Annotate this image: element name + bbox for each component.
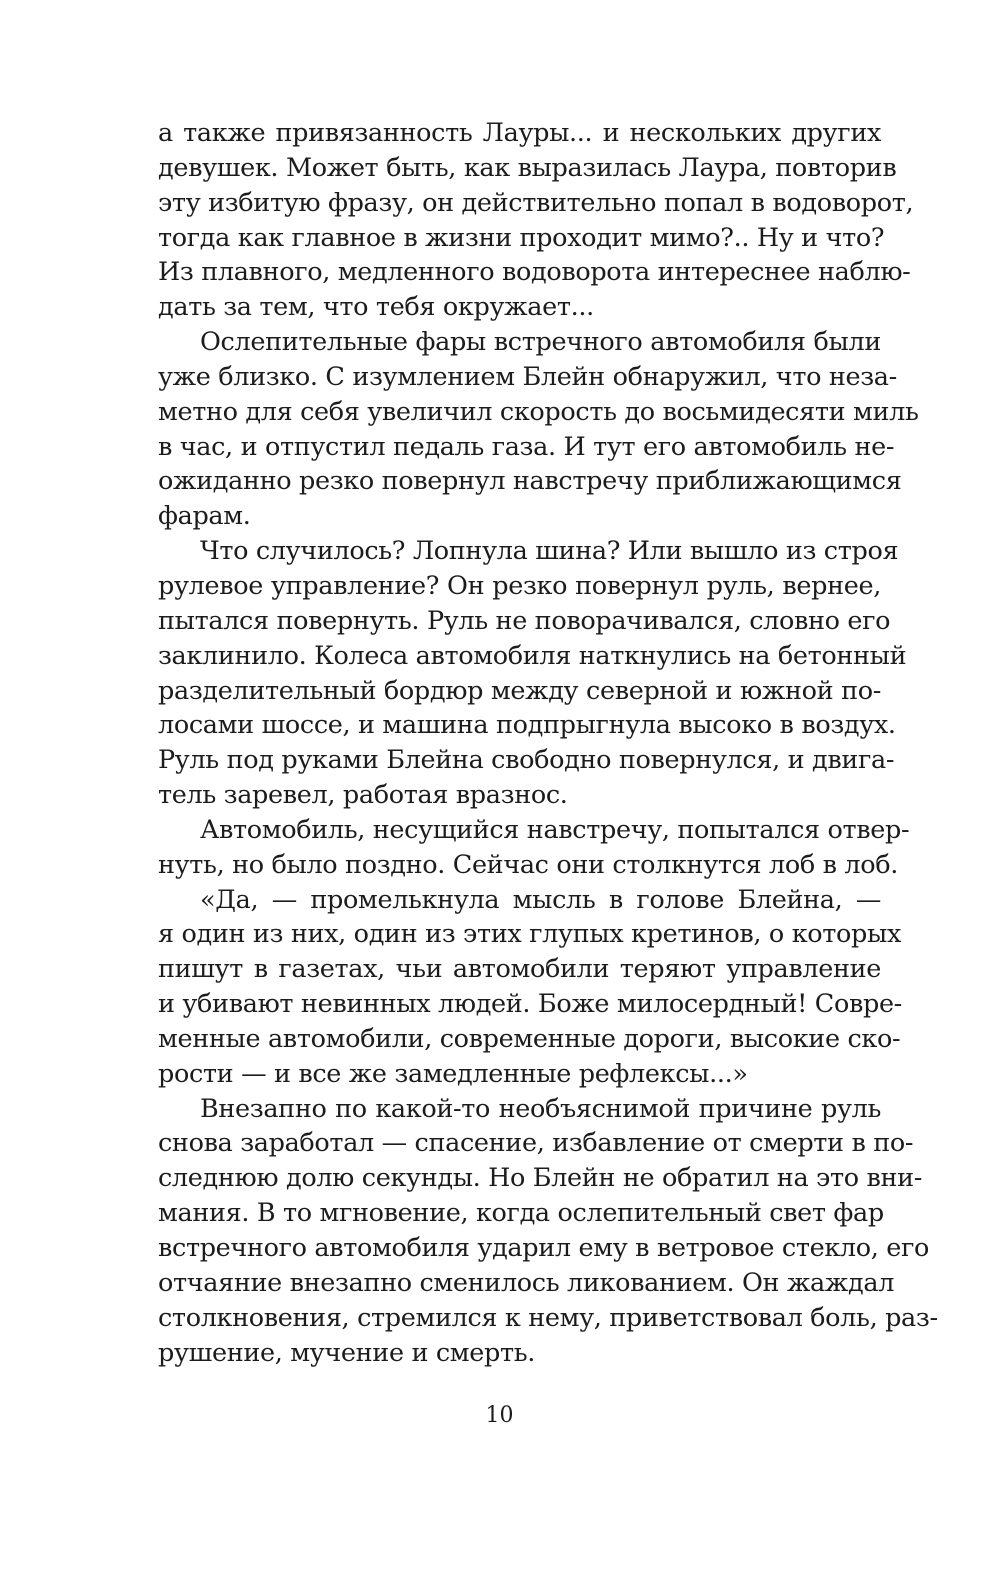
text-line: следнюю долю секунды. Но Блейн не обратил на это вни- <box>158 1163 923 1194</box>
text-line: мания. В то мгновение, когда ослепительный свет фар <box>158 1198 884 1229</box>
text-line: а также привязанность Лауры... и нескольких других <box>158 118 881 148</box>
body-text <box>158 116 938 1370</box>
text-line: метно для себя увеличил скорость до восьмидесяти миль <box>158 396 919 427</box>
text-line: отчаяние внезапно сменилось ликованием. Он жаждал <box>158 1267 895 1298</box>
text-line: снова заработал — спасение, избавление от смерти в по- <box>158 1128 914 1159</box>
text-line: пишут в газетах, чьи автомобили теряют управление <box>158 954 881 985</box>
text-line: встречного автомобиля ударил ему в ветровое стекло, его <box>158 1233 930 1263</box>
text-line: тогда как главное в жизни проходит мимо?.. Ну и что? <box>158 222 885 253</box>
text-line: рушение, мучение и смерть. <box>158 1337 536 1368</box>
text-line: эту избитую фразу, он действительно попал в водоворот, <box>158 187 914 218</box>
text-line: рости — и все же замедленные рефлексы...» <box>158 1058 748 1089</box>
text-line: столкновения, стремился к нему, приветствовал боль, раз- <box>158 1302 938 1333</box>
text-line: менные автомобили, современные дороги, высокие ско- <box>158 1023 901 1054</box>
text-line: Ослепительные фары встречного автомобиля были <box>200 327 881 358</box>
text-line: уже близко. С изумлением Блейн обнаружил, что неза- <box>158 361 897 392</box>
text-line: Автомобиль, несущийся навстречу, попытался отвер- <box>200 814 910 845</box>
page-number: 10 <box>485 1403 514 1428</box>
text-line: Что случилось? Лопнула шина? Или вышло из строя <box>200 536 899 567</box>
text-line: нуть, но было поздно. Сейчас они столкнутся лоб в лоб. <box>158 849 899 880</box>
text-line: пытался повернуть. Руль не поворачивался, словно его <box>158 605 891 636</box>
text-line: ожиданно резко повернул навстречу приближающимся <box>158 466 902 497</box>
text-line: Из плавного, медленного водоворота интереснее наблю- <box>158 257 911 288</box>
text-line: в час, и отпустил педаль газа. И тут его автомобиль не- <box>158 431 895 462</box>
text-line: фарам. <box>158 501 251 532</box>
text-line: рулевое управление? Он резко повернул руль, вернее, <box>158 570 881 601</box>
text-line: девушек. Может быть, как выразилась Лаура, повторив <box>158 152 897 183</box>
text-line: дать за тем, что тебя окружает... <box>158 292 594 323</box>
text-line: тель заревел, работая вразнос. <box>158 780 568 811</box>
text-line: «Да, — промелькнула мысль в голове Блейна, — <box>200 884 881 915</box>
text-line: я один из них, один из этих глупых кретинов, о которых <box>158 919 901 950</box>
text-line: разделительный бордюр между северной и южной по- <box>158 675 881 706</box>
text-line: заклинило. Колеса автомобиля наткнулись на бетонный <box>158 640 907 671</box>
text-line: и убивают невинных людей. Боже милосердный! Совре- <box>158 989 902 1020</box>
text-line: Руль под руками Блейна свободно повернулся, и двига- <box>158 745 895 776</box>
text-line: Внезапно по какой-то необъяснимой причине руль <box>200 1093 881 1124</box>
text-line: лосами шоссе, и машина подпрыгнула высоко в воздух. <box>158 710 896 741</box>
